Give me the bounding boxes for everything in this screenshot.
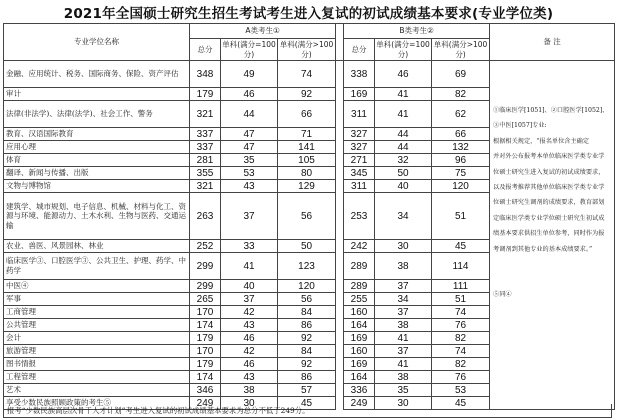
remarks-header: 备 注 [490, 24, 615, 61]
zone-b-single-100: 37 [375, 306, 432, 319]
zone-a-single-100: 42 [221, 345, 278, 358]
remark-line: 并对外公布报考本单位临床医学类专业学 [493, 153, 605, 161]
subject-name: 享受少数民族照顾政策的考生⑤ [4, 397, 190, 410]
zone-b-total: 169 [344, 332, 375, 345]
zone-a-single-over-100: 92 [278, 88, 336, 101]
zone-b-single-over-100: 74 [432, 345, 490, 358]
zone-a-single-100: 47 [221, 128, 278, 141]
zone-a-single-100: 30 [221, 397, 278, 410]
subject-name: 农业、兽医、风景园林、林业 [4, 240, 190, 253]
zone-a-total: 321 [190, 101, 221, 128]
zone-a-single-over-100: 84 [278, 306, 336, 319]
zone-b-single-over-100: 69 [432, 61, 490, 88]
zone-a-total: 249 [190, 397, 221, 410]
zone-a-single-100: 33 [221, 240, 278, 253]
zone-b-single-100: 46 [375, 61, 432, 88]
zone-a-single-over-100-header: 单科(满分>100分) [278, 39, 336, 61]
zone-b-single-100: 38 [375, 253, 432, 280]
zone-b-single-100: 38 [375, 319, 432, 332]
zone-b-single-over-100: 53 [432, 384, 490, 397]
remark-line: ③中医[1057]专业: [493, 122, 547, 130]
zone-b-single-100: 44 [375, 141, 432, 154]
subject-name: 公共管理 [4, 319, 190, 332]
zone-b-total-header: 总分 [344, 39, 375, 61]
subject-name: 金融、应用统计、税务、国际商务、保险、资产评估 [4, 61, 190, 88]
remarks-cell [490, 61, 615, 410]
column-gap [336, 61, 344, 410]
zone-b-total: 255 [344, 293, 375, 306]
zone-b-single-over-100: 51 [432, 193, 490, 240]
zone-a-total: 321 [190, 180, 221, 193]
zone-a-single-over-100: 84 [278, 345, 336, 358]
zone-a-single-over-100: 80 [278, 167, 336, 180]
zone-b-total: 336 [344, 384, 375, 397]
zone-b-total: 311 [344, 101, 375, 128]
zone-a-total: 174 [190, 319, 221, 332]
zone-a-single-100: 44 [221, 101, 278, 128]
remark-line: ⑤同④ [493, 291, 512, 299]
subject-name: 工商管理 [4, 306, 190, 319]
zone-a-single-over-100: 86 [278, 371, 336, 384]
subject-name: 审计 [4, 88, 190, 101]
zone-a-single-over-100: 129 [278, 180, 336, 193]
zone-a-total: 179 [190, 88, 221, 101]
zone-b-total: 242 [344, 240, 375, 253]
zone-b-single-100: 44 [375, 128, 432, 141]
zone-b-total: 338 [344, 61, 375, 88]
zone-b-total: 311 [344, 180, 375, 193]
zone-b-single-over-100: 82 [432, 88, 490, 101]
zone-a-single-100: 42 [221, 306, 278, 319]
zone-a-total: 170 [190, 306, 221, 319]
zone-b-total: 289 [344, 280, 375, 293]
zone-a-total-header: 总分 [190, 39, 221, 61]
subject-name: 文物与博物馆 [4, 180, 190, 193]
zone-a-total: 281 [190, 154, 221, 167]
zone-a-single-over-100: 45 [278, 397, 336, 410]
table-row [4, 61, 615, 88]
zone-a-single-over-100: 66 [278, 101, 336, 128]
zone-b-total: 327 [344, 141, 375, 154]
zone-b-single-100: 34 [375, 293, 432, 306]
zone-a-single-over-100: 74 [278, 61, 336, 88]
remark-line: 绩基本要求供招生单位参考，同时作为报 [493, 230, 605, 238]
zone-b-total: 164 [344, 319, 375, 332]
zone-a-single-100: 46 [221, 88, 278, 101]
subject-header: 专业学位名称 [4, 24, 190, 61]
zone-b-single-over-100: 82 [432, 358, 490, 371]
zone-b-single-100: 37 [375, 345, 432, 358]
zone-a-single-over-100: 86 [278, 319, 336, 332]
zone-b-single-over-100: 51 [432, 293, 490, 306]
zone-a-single-100: 38 [221, 384, 278, 397]
zone-b-single-over-100: 62 [432, 101, 490, 128]
zone-a-single-over-100: 92 [278, 332, 336, 345]
subject-name: 中医④ [4, 280, 190, 293]
zone-b-total: 169 [344, 358, 375, 371]
zone-b-single-over-100: 75 [432, 167, 490, 180]
zone-a-single-100: 46 [221, 332, 278, 345]
zone-b-total: 164 [344, 371, 375, 384]
zone-a-single-100: 37 [221, 193, 278, 240]
zone-b-single-over-100: 132 [432, 141, 490, 154]
zone-b-total: 160 [344, 306, 375, 319]
zone-a-total: 355 [190, 167, 221, 180]
zone-a-total: 337 [190, 128, 221, 141]
zone-a-total: 337 [190, 141, 221, 154]
zone-b-total: 169 [344, 88, 375, 101]
zone-b-single-over-100: 120 [432, 180, 490, 193]
zone-b-single-over-100: 66 [432, 128, 490, 141]
zone-b-single-over-100: 45 [432, 240, 490, 253]
zone-a-total: 179 [190, 332, 221, 345]
zone-b-single-100: 35 [375, 384, 432, 397]
zone-a-total: 346 [190, 384, 221, 397]
zone-b-single-100: 37 [375, 280, 432, 293]
zone-a-single-100: 43 [221, 371, 278, 384]
zone-a-single-over-100: 57 [278, 384, 336, 397]
zone-b-single-100: 38 [375, 371, 432, 384]
column-gap [336, 24, 344, 61]
zone-b-single-100: 41 [375, 358, 432, 371]
zone-a-single-100-header: 单科(满分=100分) [222, 39, 276, 59]
zone-a-single-100: 37 [221, 293, 278, 306]
subject-name: 临床医学③、口腔医学③、公共卫生、护理、药学、中药学 [4, 253, 190, 280]
remark-line: 根据相关规定，“报名单位含主确定 [493, 137, 590, 145]
zone-a-single-over-100: 71 [278, 128, 336, 141]
subject-name: 翻译、新闻与传播、出版 [4, 167, 190, 180]
zone-a-single-over-100: 50 [278, 240, 336, 253]
zone-b-total: 327 [344, 128, 375, 141]
remark-line: 以及报考推荐其他单位临床医学类专业学 [493, 184, 605, 192]
zone-b-single-100: 41 [375, 88, 432, 101]
zone-a-single-100: 40 [221, 280, 278, 293]
subject-name: 应用心理 [4, 141, 190, 154]
zone-a-total: 179 [190, 358, 221, 371]
zone-b-single-100: 50 [375, 167, 432, 180]
zone-a-single-over-100: 141 [278, 141, 336, 154]
zone-a-total: 170 [190, 345, 221, 358]
page-title: 2021年全国硕士研究生招生考试考生进入复试的初试成绩基本要求(专业学位类) [63, 6, 554, 22]
zone-a-single-over-100: 56 [278, 293, 336, 306]
zone-a-single-100: 43 [221, 319, 278, 332]
zone-b-single-over-100-header: 单科(满分>100分) [432, 39, 490, 61]
zone-b-single-over-100: 82 [432, 332, 490, 345]
zone-a-total: 174 [190, 371, 221, 384]
zone-b-single-over-100: 111 [432, 280, 490, 293]
zone-b-single-100-header: 单科(满分=100分) [376, 39, 430, 59]
zone-b-total: 289 [344, 253, 375, 280]
zone-b-total: 253 [344, 193, 375, 240]
zone-b-total: 271 [344, 154, 375, 167]
zone-a-total: 263 [190, 193, 221, 240]
zone-b-single-over-100: 114 [432, 253, 490, 280]
subject-name: 旅游管理 [4, 345, 190, 358]
zone-b-single-100: 40 [375, 180, 432, 193]
zone-a-single-over-100: 105 [278, 154, 336, 167]
remark-line: 位硕士研究生进入复试的初试成绩要求， [493, 168, 605, 176]
subject-name: 图书情报 [4, 358, 190, 371]
subject-name: 体育 [4, 154, 190, 167]
zone-b-single-100: 41 [375, 101, 432, 128]
zone-b-single-100: 30 [375, 240, 432, 253]
zone-a-single-over-100: 56 [278, 193, 336, 240]
subject-name: 教育、汉语国际教育 [4, 128, 190, 141]
zone-a-total: 348 [190, 61, 221, 88]
zone-b-single-over-100: 45 [432, 397, 490, 410]
zone-a-single-100: 41 [221, 253, 278, 280]
zone-b-header: B类考生② [344, 24, 490, 39]
remark-line: ①临床医学[1051]、②口腔医学[1052]、 [493, 107, 609, 114]
zone-a-single-100: 35 [221, 154, 278, 167]
subject-name: 建筑学、城市规划、电子信息、机械、材料与化工、资源与环境、能源动力、土木水利、生物与医药、交通运输 [4, 193, 190, 240]
remark-line: 定临床医学类专业学位硕士研究生初试成 [493, 214, 605, 222]
zone-b-total: 345 [344, 167, 375, 180]
zone-a-single-100: 46 [221, 358, 278, 371]
zone-b-single-over-100: 76 [432, 319, 490, 332]
zone-a-single-over-100: 123 [278, 253, 336, 280]
footnote: 报考“少数民族高层次骨干人才计划”考生进入复试的初试成绩基本要求为总分不低于249分。 [3, 404, 612, 418]
zone-a-total: 299 [190, 280, 221, 293]
subject-name: 工程管理 [4, 371, 190, 384]
zone-a-header: A类考生① [190, 24, 336, 39]
zone-b-total: 160 [344, 345, 375, 358]
zone-a-single-100: 47 [221, 141, 278, 154]
subject-name: 军事 [4, 293, 190, 306]
zone-a-single-over-100: 120 [278, 280, 336, 293]
zone-a-total: 265 [190, 293, 221, 306]
subject-name: 艺术 [4, 384, 190, 397]
subject-name: 会计 [4, 332, 190, 345]
zone-b-single-over-100: 74 [432, 306, 490, 319]
score-table [3, 23, 615, 410]
zone-a-single-100: 49 [221, 61, 278, 88]
zone-b-single-100: 34 [375, 193, 432, 240]
zone-b-single-over-100: 96 [432, 154, 490, 167]
remark-line: 位硕士研究生调剂的成绩要求，教育部划 [493, 199, 605, 207]
zone-b-single-100: 41 [375, 332, 432, 345]
remark-line: 考调剂到其他专业的基本成绩要求。” [493, 245, 593, 253]
subject-name: 法律(非法学)、法律(法学)、社会工作、警务 [4, 101, 190, 128]
zone-a-single-100: 53 [221, 167, 278, 180]
zone-b-total: 249 [344, 397, 375, 410]
zone-a-single-over-100: 92 [278, 358, 336, 371]
zone-b-single-over-100: 76 [432, 371, 490, 384]
zone-b-single-100: 32 [375, 154, 432, 167]
zone-b-single-100: 30 [375, 397, 432, 410]
zone-a-total: 252 [190, 240, 221, 253]
zone-a-single-100: 43 [221, 180, 278, 193]
zone-a-total: 299 [190, 253, 221, 280]
